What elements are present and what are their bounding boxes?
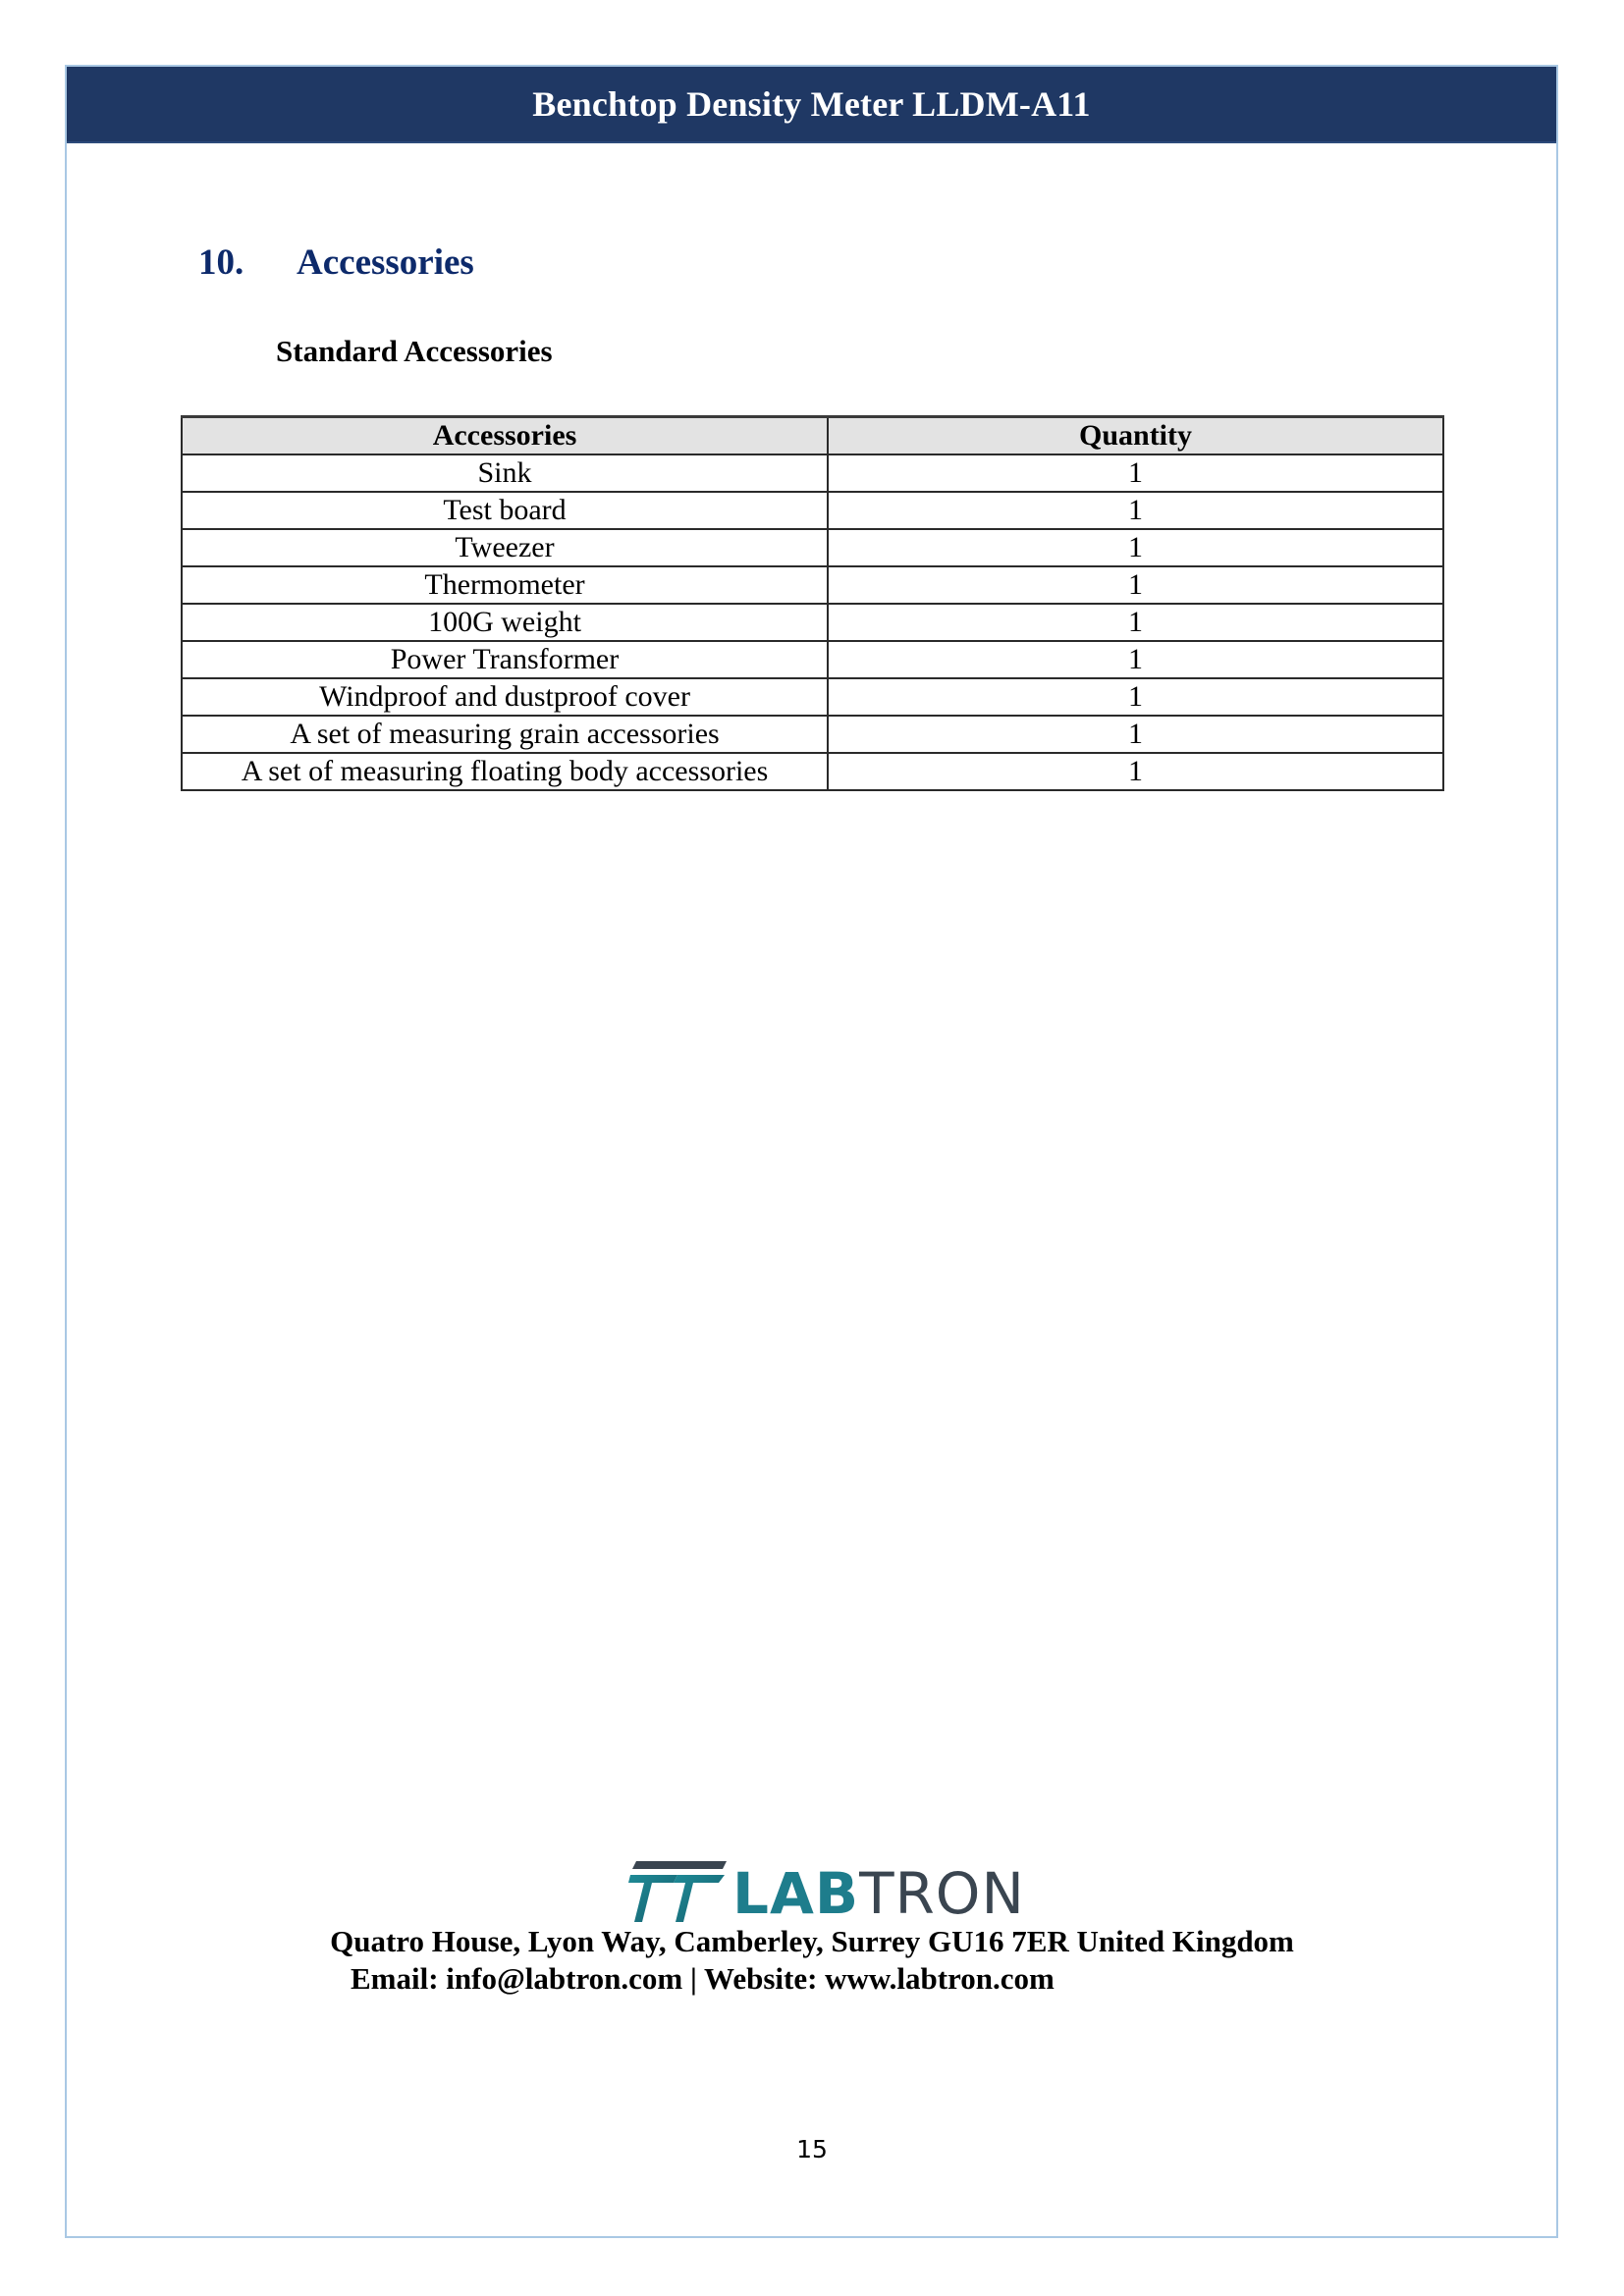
table-header-row bbox=[182, 417, 1443, 455]
labtron-logo-mark-icon bbox=[628, 1859, 727, 1924]
table-row bbox=[182, 604, 1443, 641]
section-title: Accessories bbox=[297, 242, 474, 283]
labtron-logo bbox=[628, 1855, 1025, 1927]
section-number: 10. bbox=[198, 242, 244, 283]
accessory-name: 100G weight bbox=[182, 604, 828, 641]
column-header-accessories: Accessories bbox=[182, 417, 828, 455]
table-row bbox=[182, 716, 1443, 753]
accessory-quantity: 1 bbox=[828, 641, 1443, 678]
accessories-table bbox=[181, 415, 1444, 791]
accessory-name: A set of measuring grain accessories bbox=[182, 716, 828, 753]
labtron-wordmark: LABTRON bbox=[732, 1860, 1025, 1927]
accessory-quantity: 1 bbox=[828, 753, 1443, 790]
accessory-quantity: 1 bbox=[828, 529, 1443, 566]
table-row bbox=[182, 678, 1443, 716]
footer-contact: Email: info@labtron.com | Website: www.labtron.com bbox=[351, 1961, 1055, 1996]
page-number: 15 bbox=[796, 2135, 828, 2163]
document-header bbox=[67, 67, 1556, 143]
footer-address: Quatro House, Lyon Way, Camberley, Surrey GU16 7ER United Kingdom bbox=[330, 1924, 1294, 1958]
accessory-quantity: 1 bbox=[828, 604, 1443, 641]
accessory-name: Power Transformer bbox=[182, 641, 828, 678]
accessory-name: A set of measuring floating body accessories bbox=[182, 753, 828, 790]
subsection-heading: Standard Accessories bbox=[276, 334, 553, 368]
table-row bbox=[182, 454, 1443, 492]
table-row bbox=[182, 492, 1443, 529]
document-title: Benchtop Density Meter LLDM-A11 bbox=[532, 84, 1091, 124]
table-row bbox=[182, 529, 1443, 566]
column-header-quantity: Quantity bbox=[828, 417, 1443, 455]
accessory-quantity: 1 bbox=[828, 454, 1443, 492]
table-row bbox=[182, 566, 1443, 604]
accessory-quantity: 1 bbox=[828, 492, 1443, 529]
accessory-name: Windproof and dustproof cover bbox=[182, 678, 828, 716]
accessory-name: Sink bbox=[182, 454, 828, 492]
table-row bbox=[182, 753, 1443, 790]
table-row bbox=[182, 641, 1443, 678]
accessory-name: Test board bbox=[182, 492, 828, 529]
accessory-quantity: 1 bbox=[828, 566, 1443, 604]
accessory-name: Tweezer bbox=[182, 529, 828, 566]
accessory-quantity: 1 bbox=[828, 716, 1443, 753]
accessory-quantity: 1 bbox=[828, 678, 1443, 716]
section-heading bbox=[198, 241, 474, 284]
accessory-name: Thermometer bbox=[182, 566, 828, 604]
